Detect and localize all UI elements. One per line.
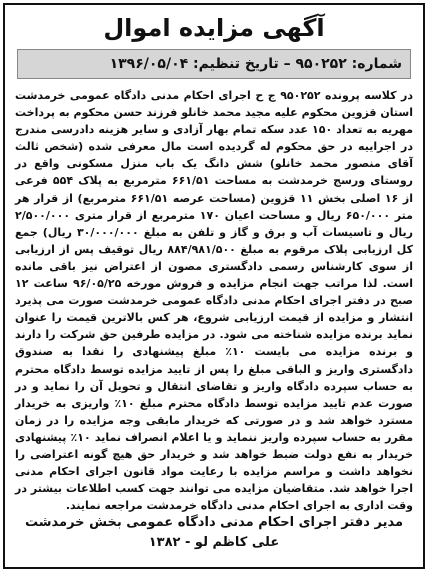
reference-bar xyxy=(17,49,411,79)
notice-title: آگهی مزایده اموال xyxy=(103,14,325,42)
notice-frame xyxy=(3,3,425,569)
notice-body: در کلاسه پرونده ۹۵۰۲۵۲ ج ح اجرای احکام مدنی دادگاه عمومی خرمدشت استان قزوین محکوم علیه مجید محمد خانلو فرزند حسن محکوم به پرداخت مهریه به تعداد ۱۵۰ عدد سکه تمام بهار آزادی و سایر هزینه دادرسی مندرج در اجراییه در حق محکوم له گردیده است مال معرفی شده (شخص ثالث آقای منصور محمد خانلو) شش دانگ یک باب منزل مسکونی واقع در روستای ورسج خرمدشت به مساحت ۶۶۱/۵۱ مترمربع به پلاک ۵۵۴ فرعی از ۱۶ اصلی بخش ۱۱ قزوین (مساحت عرصه ۶۶۱/۵۱ مترمربع) از قرار هر متر ۶۵۰/۰۰۰ ریال و مساحت اعیان ۱۷۰ مترمربع از قرار متری ۲/۵۰۰/۰۰۰ ریال و تاسیسات آب و برق و گاز و تلفن به مبلغ ۳۰/۰۰۰/۰۰۰ ریال) جمع کل ارزیابی پلاک مرقوم به مبلغ ۸۸۴/۹۸۱/۵۰۰ ریال توقیف پس از ارزیابی از سوی کارشناس رسمی دادگستری مصون از اعتراض نیز باقی مانده است. لذا مراتب جهت انجام مزایده و فروش مورخه ۹۶/۰۵/۲۵ ساعت ۱۲ صبح در دفتر اجرای احکام مدنی دادگاه عمومی خرمدشت صورت می پذیرد انتشار و مزایده از قیمت ارزیابی شروع، هر کس بالاترین قیمت را عنوان نماید برنده مزایده شناخته می شود. در مزایده طرفین حق شرکت را دارند و برنده مزایده می بایست ۱۰٪ مبلغ پیشنهادی را نقدا به صندوق دادگستری واریز و الباقی مبلغ را پس از تایید مزایده توسط دادگاه محترم به حساب سپرده دادگاه واریز و تقاضای انتقال و تحویل آن را نماید و در صورت عدم تایید مزایده توسط دادگاه محترم مبلغ ۱۰٪ واریزی به خریدار مسترد خواهد شد و در صورتی که خریدار مابقی وجه مزایده را در زمان مقرر به حساب سپرده واریز ننماید و یا اعلام انصراف نماید ۱۰٪ پیشنهادی خریدار به نفع دولت ضبط خواهد شد و خریدار حق هیچ گونه اعتراضی را نخواهد داشت و مراسم مزایده با رعایت مواد قانون اجرای احکام مدنی اجرا خواهد شد. متقاضیان مزایده می توانند جهت کسب اطلاعات بیشتر در وقت اداری به اجرای احکام مدنی دادگاه خرمدشت مراجعه نمایند. xyxy=(15,89,414,513)
signature-name: علی کاظم لو - ۱۳۸۲ xyxy=(148,535,280,550)
signature-block xyxy=(5,513,423,553)
signature-title: مدیر دفتر اجرای احکام مدنی دادگاه عمومی بخش خرمدشت xyxy=(24,515,404,530)
reference-text: شماره: ۹۵۰۲۵۲ – تاریخ تنظیم: ۱۳۹۶/۰۵/۰۴ xyxy=(109,56,402,72)
